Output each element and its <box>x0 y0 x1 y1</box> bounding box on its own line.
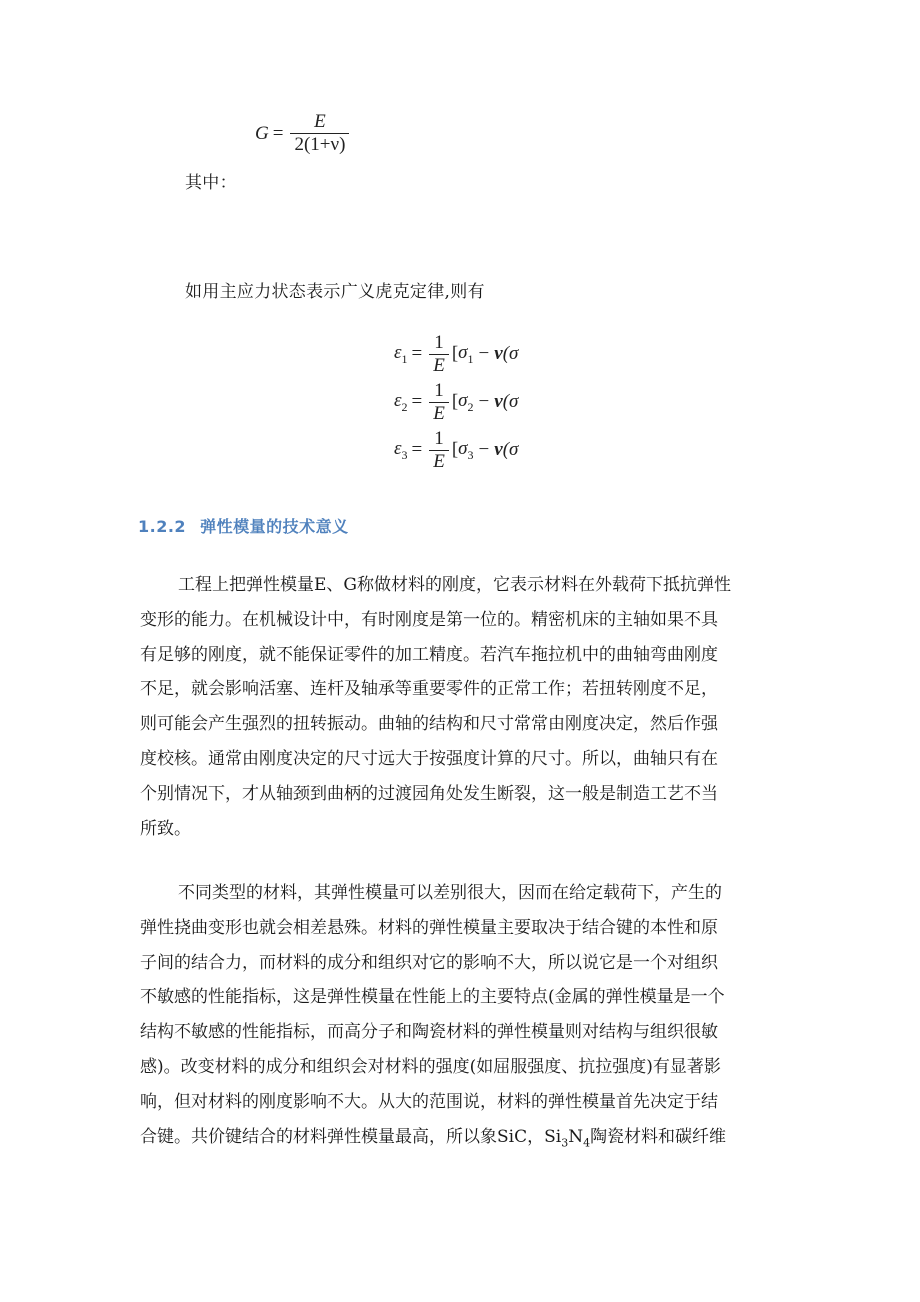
formula-shear-modulus <box>255 112 352 155</box>
subscript: 4 <box>583 1135 591 1149</box>
numerator: 1 <box>434 331 444 353</box>
paragraph-line: 不敏感的性能指标，这是弹性模量在性能上的主要特点(金属的弹性模量是一个 <box>140 987 725 1008</box>
text-run: N <box>568 1126 584 1147</box>
paragraph-line: 弹性挠曲变形也就会相差悬殊。材料的弹性模量主要取决于结合键的本性和原 <box>140 917 718 938</box>
fraction <box>429 381 449 424</box>
numerator: 1 <box>434 379 444 401</box>
strain-symbol: $\varepsilon_1$ <box>394 341 408 366</box>
subscript: 3 <box>561 1135 569 1149</box>
formula-denominator: 2(1+ν) <box>290 133 349 155</box>
minus-sign: − <box>478 343 490 364</box>
label-where: 其中： <box>185 173 237 193</box>
poisson-symbol: ν <box>494 343 503 364</box>
text-run: 合键。共价键结合的材料弹性模量最高，所以象SiC，Si <box>140 1126 562 1147</box>
formula-numerator: E <box>314 111 326 132</box>
section-heading <box>138 514 349 537</box>
paragraph-line: 结构不敏感的性能指标，而高分子和陶瓷材料的弹性模量则对结构与组织很敏 <box>140 1022 718 1043</box>
formula-equals: = <box>272 122 284 144</box>
paragraph-line: 度校核。通常由刚度决定的尺寸远大于按强度计算的尺寸。所以，曲轴只有在 <box>140 748 718 769</box>
numerator: 1 <box>434 427 444 449</box>
intro-hooke-law: 如用主应力状态表示广义虎克定律,则有 <box>185 282 485 302</box>
tail-term: (σ <box>502 391 519 412</box>
poisson-symbol: ν <box>494 439 503 460</box>
denominator: E <box>429 402 449 424</box>
paragraph-line: 子间的结合力，而材料的成分和组织对它的影响不大，所以说它是一个对组织 <box>140 952 718 973</box>
stress-symbol: $\sigma_1$ <box>458 341 474 366</box>
equals-sign: = <box>411 391 423 412</box>
section-number: 1.2.2 <box>138 517 187 536</box>
tail-term: (σ <box>502 439 519 460</box>
paragraph-line: 变形的能力。在机械设计中，有时刚度是第一位的。精密机床的主轴如果不具 <box>140 609 718 630</box>
paragraph-line: 感)。改变材料的成分和组织会对材料的强度(如屈服强度、抗拉强度)有显著影 <box>140 1056 721 1077</box>
strain-symbol: $\varepsilon_3$ <box>394 437 408 462</box>
equals-sign: = <box>411 343 423 364</box>
formula-lhs: G <box>255 122 269 144</box>
denominator: E <box>429 354 449 376</box>
equals-sign: = <box>411 439 423 460</box>
formula-fraction <box>290 112 349 155</box>
denominator: E <box>429 450 449 472</box>
paragraph-line: 不足，就会影响活塞、连杆及轴承等重要零件的正常工作；若扭转刚度不足， <box>140 679 718 700</box>
tail-term: (σ <box>502 343 519 364</box>
minus-sign: − <box>478 391 490 412</box>
bracket: [ <box>451 439 459 460</box>
strain-symbol: $\varepsilon_2$ <box>394 389 408 414</box>
hooke-equation-3 <box>394 426 534 474</box>
stress-symbol: $\sigma_3$ <box>458 437 474 462</box>
paragraph-materials <box>140 876 790 1161</box>
paragraph-line: 工程上把弹性模量E、G称做材料的刚度，它表示材料在外载荷下抵抗弹性 <box>178 575 731 595</box>
paragraph-line: 响，但对材料的刚度影响不大。从大的范围说，材料的弹性模量首先决定于结 <box>140 1091 718 1112</box>
minus-sign: − <box>478 439 490 460</box>
paragraph-stiffness <box>140 568 790 846</box>
fraction <box>429 429 449 472</box>
bracket: [ <box>451 343 459 364</box>
paragraph-line: 所致。 <box>140 818 191 839</box>
hooke-equation-1 <box>394 330 534 378</box>
poisson-symbol: ν <box>494 391 503 412</box>
paragraph-line-last <box>140 1120 790 1161</box>
section-title: 弹性模量的技术意义 <box>200 517 349 536</box>
fraction <box>429 333 449 376</box>
paragraph-line: 则可能会产生强烈的扭转振动。曲轴的结构和尺寸常常由刚度决定，然后作强 <box>140 714 718 735</box>
paragraph-line: 不同类型的材料，其弹性模量可以差别很大，因而在给定载荷下，产生的 <box>178 883 722 903</box>
text-run: 陶瓷材料和碳纤维 <box>590 1126 727 1147</box>
bracket: [ <box>451 391 459 412</box>
formula-hooke-group <box>394 330 534 474</box>
hooke-equation-2 <box>394 378 534 426</box>
stress-symbol: $\sigma_2$ <box>458 389 474 414</box>
paragraph-line: 个别情况下，才从轴颈到曲柄的过渡园角处发生断裂，这一般是制造工艺不当 <box>140 783 718 804</box>
paragraph-line: 有足够的刚度，就不能保证零件的加工精度。若汽车拖拉机中的曲轴弯曲刚度 <box>140 644 718 665</box>
